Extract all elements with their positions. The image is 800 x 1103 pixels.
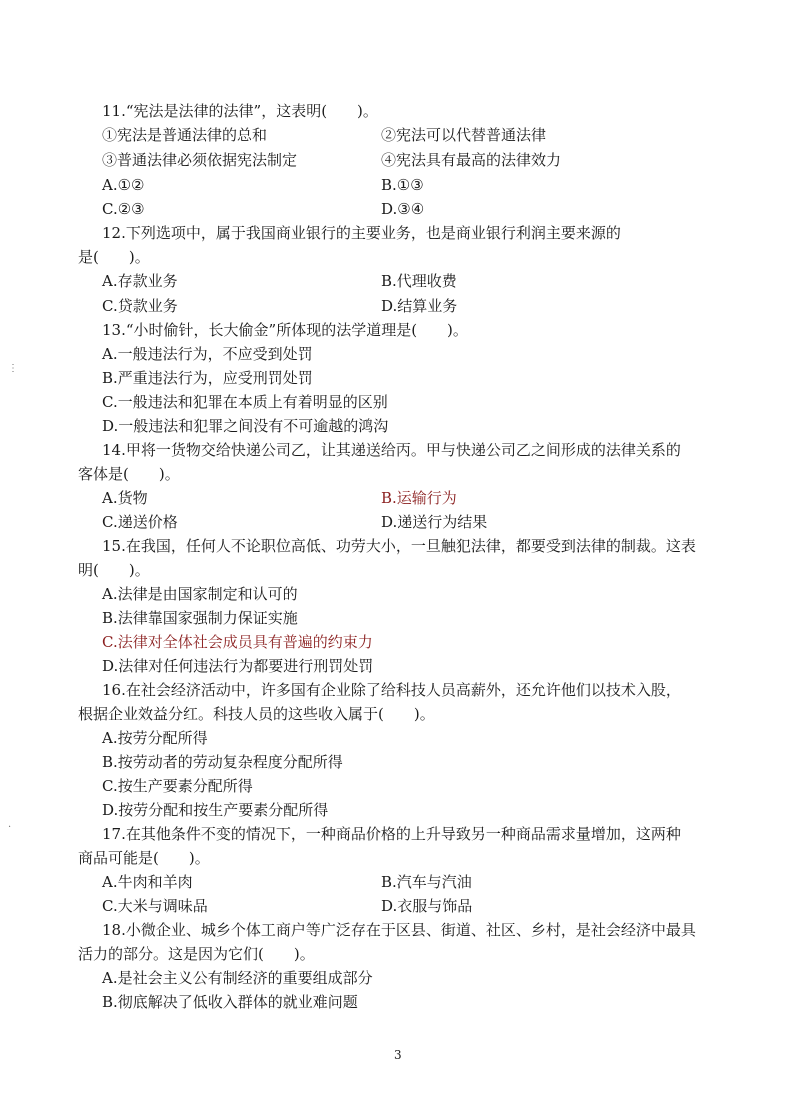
q12-option-c: C.贷款业务 <box>102 297 178 315</box>
q11-option-a: A.①② <box>102 176 145 194</box>
question-14-stem-cont: 客体是( )。 <box>78 465 180 483</box>
q11-statement-4: ④宪法具有最高的法律效力 <box>381 151 562 169</box>
q11-statement-2: ②宪法可以代替普通法律 <box>381 126 547 144</box>
q15-option-d: D.法律对任何违法行为都要进行刑罚处罚 <box>102 657 374 675</box>
question-17-stem-cont: 商品可能是( )。 <box>78 849 210 867</box>
q15-option-c: C.法律对全体社会成员具有普遍的约束力 <box>102 633 373 651</box>
q15-option-b: B.法律靠国家强制力保证实施 <box>102 609 298 627</box>
question-15-stem: 15.在我国，任何人不论职位高低、功劳大小，一旦触犯法律，都要受到法律的制裁。这表 <box>102 537 696 555</box>
q13-option-c: C.一般违法和犯罪在本质上有着明显的区别 <box>102 393 388 411</box>
question-12-stem-cont: 是( )。 <box>78 248 150 266</box>
q13-option-a: A.一般违法行为，不应受到处罚 <box>102 345 313 363</box>
q12-option-b: B.代理收费 <box>381 272 457 290</box>
question-14-stem: 14.甲将一货物交给快递公司乙，让其递送给丙。甲与快递公司乙之间形成的法律关系的 <box>102 441 681 459</box>
q15-option-a: A.法律是由国家制定和认可的 <box>102 585 298 603</box>
q16-option-d: D.按劳分配和按生产要素分配所得 <box>102 801 329 819</box>
q11-statement-3: ③普通法律必须依据宪法制定 <box>102 151 298 169</box>
question-12-stem: 12.下列选项中，属于我国商业银行的主要业务，也是商业银行利润主要来源的 <box>102 224 621 242</box>
q12-option-a: A.存款业务 <box>102 272 178 290</box>
q16-option-a: A.按劳分配所得 <box>102 729 208 747</box>
q14-option-c: C.递送价格 <box>102 513 178 531</box>
q11-option-b: B.①③ <box>381 176 424 194</box>
q13-option-b: B.严重违法行为，应受刑罚处罚 <box>102 369 313 387</box>
q17-option-a: A.牛肉和羊肉 <box>102 873 193 891</box>
q12-option-d: D.结算业务 <box>381 297 458 315</box>
question-11-stem: 11.“宪法是法律的法律”，这表明( )。 <box>102 102 378 120</box>
q14-option-d: D.递送行为结果 <box>381 513 488 531</box>
q18-option-a: A.是社会主义公有制经济的重要组成部分 <box>102 969 373 987</box>
q11-option-d: D.③④ <box>381 200 425 218</box>
q14-option-a: A.货物 <box>102 489 148 507</box>
question-13-stem: 13.“小时偷针，长大偷金”所体现的法学道理是( )。 <box>102 321 468 339</box>
question-16-stem-cont: 根据企业效益分红。科技人员的这些收入属于( )。 <box>78 705 435 723</box>
q18-option-b: B.彻底解决了低收入群体的就业难问题 <box>102 993 358 1011</box>
q17-option-d: D.衣服与饰品 <box>381 897 473 915</box>
question-15-stem-cont: 明( )。 <box>78 561 150 579</box>
question-18-stem-cont: 活力的部分。这是因为它们( )。 <box>78 945 315 963</box>
q16-option-b: B.按劳动者的劳动复杂程度分配所得 <box>102 753 343 771</box>
q14-option-b: B.运输行为 <box>381 489 457 507</box>
question-16-stem: 16.在社会经济活动中，许多国有企业除了给科技人员高薪外，还允许他们以技术入股， <box>102 681 681 699</box>
page-number: 3 <box>394 1048 402 1062</box>
question-18-stem: 18.小微企业、城乡个体工商户等广泛存在于区县、街道、社区、乡村，是社会经济中最具 <box>102 921 696 939</box>
q16-option-c: C.按生产要素分配所得 <box>102 777 253 795</box>
margin-dot-mark: · <box>8 822 12 833</box>
question-17-stem: 17.在其他条件不变的情况下，一种商品价格的上升导致另一种商品需求量增加，这两种 <box>102 825 681 843</box>
margin-dot-mark: ⋮ <box>8 363 18 374</box>
q11-option-c: C.②③ <box>102 200 145 218</box>
q11-statement-1: ①宪法是普通法律的总和 <box>102 126 268 144</box>
q17-option-b: B.汽车与汽油 <box>381 873 472 891</box>
q13-option-d: D.一般违法和犯罪之间没有不可逾越的鸿沟 <box>102 417 389 435</box>
q17-option-c: C.大米与调味品 <box>102 897 208 915</box>
